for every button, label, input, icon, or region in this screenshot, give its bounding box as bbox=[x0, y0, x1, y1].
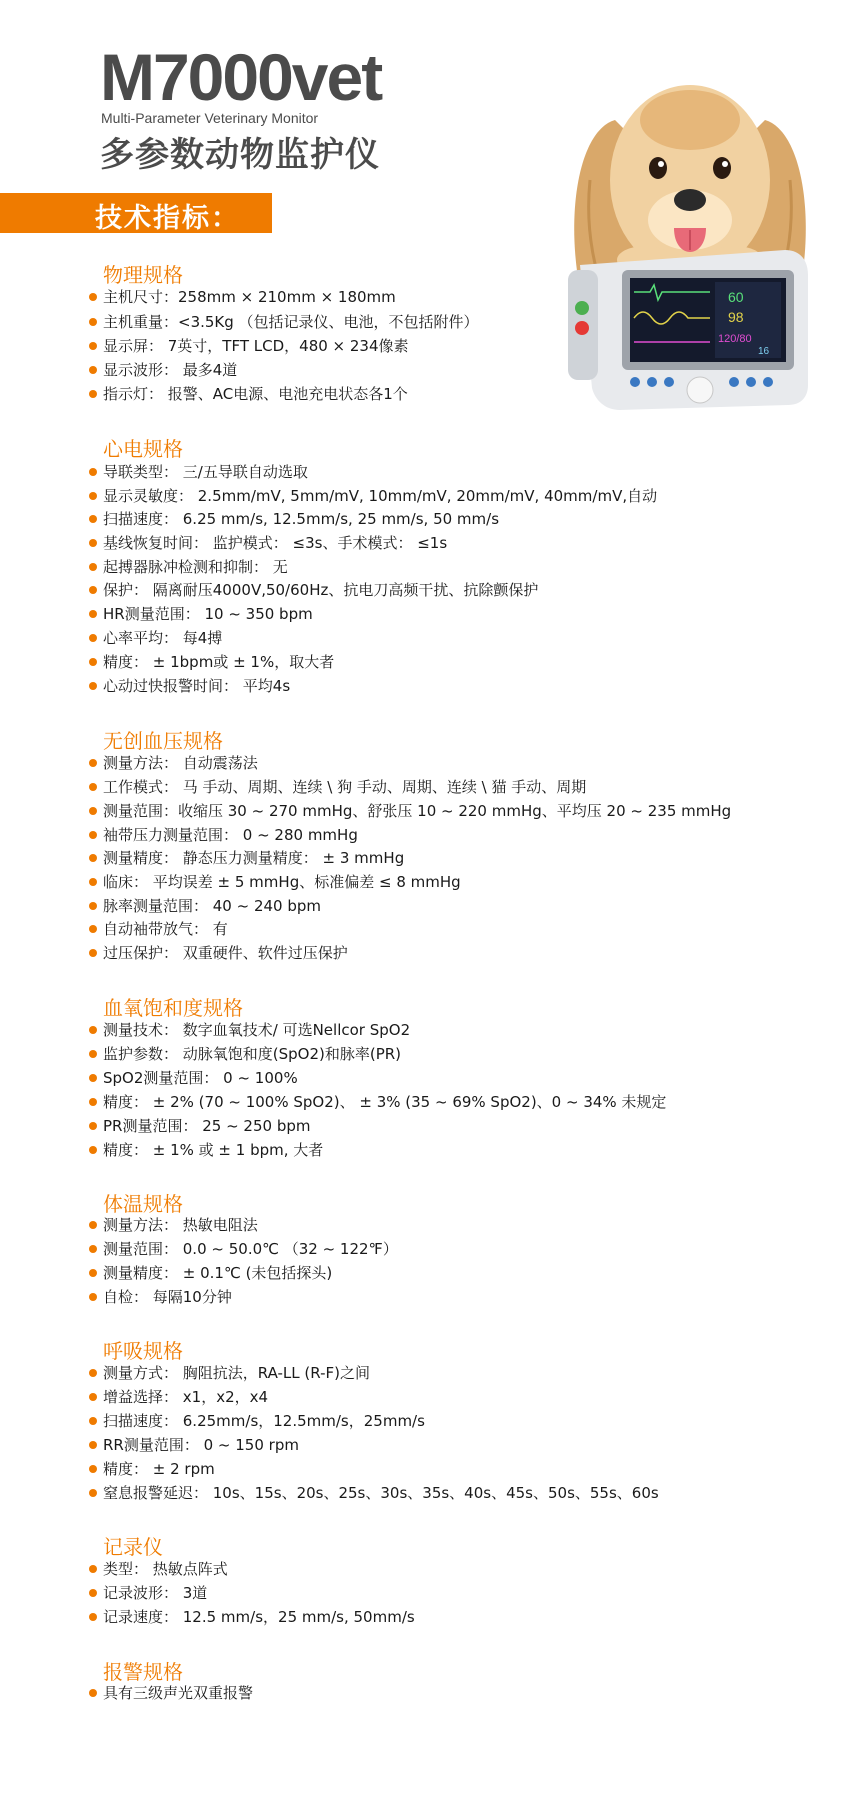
spec-item-text: 显示波形： 最多4道 bbox=[103, 361, 238, 379]
section-title: 无创血压规格 bbox=[103, 729, 223, 753]
spec-item-text: 类型： 热敏点阵式 bbox=[103, 1560, 228, 1578]
spec-item bbox=[89, 360, 238, 380]
spec-item bbox=[89, 1483, 659, 1503]
spec-item bbox=[89, 604, 313, 624]
spec-item-text: 测量范围：收缩压 30 ~ 270 mmHg、舒张压 10 ~ 220 mmHg、平均压 20 ~ 235 mmHg bbox=[103, 802, 732, 820]
bullet-dot-icon bbox=[89, 515, 97, 523]
bullet-dot-icon bbox=[89, 854, 97, 862]
spec-item-text: 增益选择： x1，x2，x4 bbox=[103, 1388, 269, 1406]
bullet-dot-icon bbox=[89, 634, 97, 642]
spec-item-text: 测量精度： ± 0.1℃ (未包括探头) bbox=[103, 1264, 333, 1282]
spec-item bbox=[89, 753, 258, 773]
spec-item bbox=[89, 1287, 232, 1307]
spec-item-text: 自动袖带放气： 有 bbox=[103, 920, 228, 938]
bullet-dot-icon bbox=[89, 1393, 97, 1401]
bullet-dot-icon bbox=[89, 1565, 97, 1573]
spec-item bbox=[89, 872, 461, 892]
spec-item-text: 测量技术： 数字血氧技术/ 可选Nellcor SpO2 bbox=[103, 1021, 411, 1039]
monitor-value-4: 16 bbox=[758, 346, 770, 357]
spec-item-text: 临床： 平均误差 ± 5 mmHg、标准偏差 ≤ 8 mmHg bbox=[103, 873, 461, 891]
bullet-dot-icon bbox=[89, 318, 97, 326]
spec-item-text: 精度： ± 2% (70 ~ 100% SpO2)、 ± 3% (35 ~ 69% SpO2)、0 ~ 34% 未规定 bbox=[103, 1093, 667, 1111]
spec-item-text: 显示屏： 7英寸，TFT LCD，480 × 234像素 bbox=[103, 337, 409, 355]
spec-item bbox=[89, 1092, 667, 1112]
spec-item bbox=[89, 801, 732, 821]
bullet-dot-icon bbox=[89, 1441, 97, 1449]
spec-item-text: RR测量范围： 0 ~ 150 rpm bbox=[103, 1436, 299, 1454]
spec-item-text: SpO2测量范围： 0 ~ 100% bbox=[103, 1069, 298, 1087]
section-title: 体温规格 bbox=[103, 1192, 183, 1216]
spec-item-text: 精度： ± 2 rpm bbox=[103, 1460, 215, 1478]
spec-item-text: 起搏器脉冲检测和抑制： 无 bbox=[103, 558, 288, 576]
spec-item-text: 测量精度： 静态压力测量精度： ± 3 mmHg bbox=[103, 849, 405, 867]
spec-item-text: 自检： 每隔10分钟 bbox=[103, 1288, 232, 1306]
spec-item-text: 基线恢复时间： 监护模式： ≤3s、手术模式： ≤1s bbox=[103, 534, 448, 552]
bullet-dot-icon bbox=[89, 783, 97, 791]
subtitle-english: Multi-Parameter Veterinary Monitor bbox=[101, 110, 319, 126]
spec-item-text: 窒息报警延迟： 10s、15s、20s、25s、30s、35s、40s、45s、50s、55s、60s bbox=[103, 1484, 659, 1502]
spec-item-text: 指示灯： 报警、AC电源、电池充电状态各1个 bbox=[103, 385, 408, 403]
bullet-dot-icon bbox=[89, 1417, 97, 1425]
spec-item bbox=[89, 462, 308, 482]
bullet-dot-icon bbox=[89, 342, 97, 350]
spec-item-text: 测量方法： 自动震荡法 bbox=[103, 754, 258, 772]
bullet-dot-icon bbox=[89, 1293, 97, 1301]
bullet-dot-icon bbox=[89, 1050, 97, 1058]
spec-item bbox=[89, 580, 539, 600]
spec-item-text: 心率平均： 每4搏 bbox=[103, 629, 223, 647]
bullet-dot-icon bbox=[89, 390, 97, 398]
spec-item-text: 工作模式： 马 手动、周期、连续 \ 狗 手动、周期、连续 \ 猫 手动、周期 bbox=[103, 778, 587, 796]
spec-item-text: 测量方式： 胸阻抗法，RA-LL (R-F)之间 bbox=[103, 1364, 370, 1382]
spec-item bbox=[89, 1239, 398, 1259]
spec-item bbox=[89, 287, 396, 307]
spec-item-text: 测量范围： 0.0 ~ 50.0℃ （32 ~ 122℉） bbox=[103, 1240, 398, 1258]
bullet-dot-icon bbox=[89, 468, 97, 476]
spec-item bbox=[89, 1020, 411, 1040]
section-title: 心电规格 bbox=[103, 437, 183, 461]
bullet-dot-icon bbox=[89, 1146, 97, 1154]
bullet-dot-icon bbox=[89, 1465, 97, 1473]
spec-item-text: 精度： ± 1% 或 ± 1 bpm, 大者 bbox=[103, 1141, 324, 1159]
spec-item-text: 主机尺寸：258mm × 210mm × 180mm bbox=[103, 288, 396, 306]
spec-banner-label: 技术指标： bbox=[95, 203, 240, 234]
monitor-device bbox=[568, 250, 808, 410]
spec-item-text: 保护： 隔离耐压4000V,50/60Hz、抗电刀高频干扰、抗除颤保护 bbox=[103, 581, 539, 599]
spec-item-text: 测量方法： 热敏电阻法 bbox=[103, 1216, 258, 1234]
spec-item bbox=[89, 919, 228, 939]
bullet-dot-icon bbox=[89, 759, 97, 767]
spec-item bbox=[89, 1683, 254, 1703]
spec-item bbox=[89, 1044, 402, 1064]
subtitle-chinese: 多参数动物监护仪 bbox=[100, 135, 380, 175]
spec-banner bbox=[0, 193, 272, 233]
bullet-dot-icon bbox=[89, 925, 97, 933]
spec-item bbox=[89, 943, 348, 963]
spec-item bbox=[89, 1263, 333, 1283]
bullet-dot-icon bbox=[89, 902, 97, 910]
bullet-dot-icon bbox=[89, 682, 97, 690]
spec-item bbox=[89, 1116, 311, 1136]
model-title: M7000vet bbox=[100, 40, 382, 114]
bullet-dot-icon bbox=[89, 949, 97, 957]
bullet-dot-icon bbox=[89, 878, 97, 886]
section-title: 记录仪 bbox=[103, 1535, 163, 1559]
monitor-value-3: 120/80 bbox=[718, 333, 752, 345]
bullet-dot-icon bbox=[89, 1489, 97, 1497]
spec-item bbox=[89, 509, 500, 529]
spec-item bbox=[89, 486, 658, 506]
spec-item bbox=[89, 1068, 298, 1088]
spec-item bbox=[89, 1459, 215, 1479]
bullet-dot-icon bbox=[89, 539, 97, 547]
bullet-dot-icon bbox=[89, 1369, 97, 1377]
bullet-dot-icon bbox=[89, 807, 97, 815]
bullet-dot-icon bbox=[89, 366, 97, 374]
bullet-dot-icon bbox=[89, 1074, 97, 1082]
spec-item-text: 主机重量：<3.5Kg （包括记录仪、电池，不包括附件） bbox=[103, 313, 479, 331]
bullet-dot-icon bbox=[89, 1269, 97, 1277]
spec-item bbox=[89, 557, 288, 577]
spec-item bbox=[89, 1140, 324, 1160]
bullet-dot-icon bbox=[89, 1245, 97, 1253]
spec-item bbox=[89, 628, 223, 648]
section-title: 报警规格 bbox=[103, 1660, 183, 1684]
spec-item bbox=[89, 1411, 425, 1431]
monitor-value-1: 60 bbox=[728, 289, 744, 305]
bullet-dot-icon bbox=[89, 610, 97, 618]
spec-item-text: 记录速度： 12.5 mm/s，25 mm/s, 50mm/s bbox=[103, 1608, 415, 1626]
dog-monitor-illustration bbox=[560, 60, 820, 460]
spec-item bbox=[89, 848, 405, 868]
spec-item-text: 具有三级声光双重报警 bbox=[103, 1684, 254, 1702]
spec-item-text: 记录波形： 3道 bbox=[103, 1584, 208, 1602]
spec-item bbox=[89, 777, 587, 797]
section-title: 血氧饱和度规格 bbox=[103, 996, 243, 1020]
spec-item-text: 扫描速度： 6.25mm/s，12.5mm/s，25mm/s bbox=[103, 1412, 425, 1430]
spec-item-text: 扫描速度： 6.25 mm/s, 12.5mm/s, 25 mm/s, 50 mm/s bbox=[103, 510, 500, 528]
bullet-dot-icon bbox=[89, 1122, 97, 1130]
bullet-dot-icon bbox=[89, 586, 97, 594]
spec-item bbox=[89, 1387, 269, 1407]
spec-item-text: 脉率测量范围： 40 ~ 240 bpm bbox=[103, 897, 322, 915]
spec-item bbox=[89, 384, 408, 404]
bullet-dot-icon bbox=[89, 1613, 97, 1621]
spec-item bbox=[89, 1583, 208, 1603]
bullet-dot-icon bbox=[89, 293, 97, 301]
spec-item-text: HR测量范围： 10 ~ 350 bpm bbox=[103, 605, 313, 623]
spec-item bbox=[89, 533, 448, 553]
bullet-dot-icon bbox=[89, 1689, 97, 1697]
spec-item-text: 显示灵敏度： 2.5mm/mV, 5mm/mV, 10mm/mV, 20mm/mV, 40mm/mV,自动 bbox=[103, 487, 658, 505]
spec-item bbox=[89, 652, 335, 672]
bullet-dot-icon bbox=[89, 492, 97, 500]
spec-item bbox=[89, 676, 291, 696]
section-title: 呼吸规格 bbox=[103, 1339, 183, 1363]
spec-item bbox=[89, 1363, 370, 1383]
spec-item-text: 过压保护： 双重硬件、软件过压保护 bbox=[103, 944, 348, 962]
spec-item bbox=[89, 896, 322, 916]
spec-item bbox=[89, 1435, 299, 1455]
bullet-dot-icon bbox=[89, 563, 97, 571]
spec-item-text: 监护参数： 动脉氧饱和度(SpO2)和脉率(PR) bbox=[103, 1045, 402, 1063]
bullet-dot-icon bbox=[89, 1098, 97, 1106]
bullet-dot-icon bbox=[89, 1221, 97, 1229]
bullet-dot-icon bbox=[89, 1026, 97, 1034]
spec-item-text: 精度： ± 1bpm或 ± 1%，取大者 bbox=[103, 653, 335, 671]
spec-item-text: PR测量范围： 25 ~ 250 bpm bbox=[103, 1117, 311, 1135]
monitor-value-2: 98 bbox=[728, 309, 744, 325]
spec-item bbox=[89, 336, 409, 356]
bullet-dot-icon bbox=[89, 658, 97, 666]
spec-item-text: 袖带压力测量范围： 0 ~ 280 mmHg bbox=[103, 826, 358, 844]
section-title: 物理规格 bbox=[103, 263, 183, 287]
spec-item-text: 心动过快报警时间： 平均4s bbox=[103, 677, 291, 695]
spec-item bbox=[89, 312, 479, 332]
bullet-dot-icon bbox=[89, 1589, 97, 1597]
spec-item bbox=[89, 825, 358, 845]
spec-item-text: 导联类型： 三/五导联自动选取 bbox=[103, 463, 308, 481]
bullet-dot-icon bbox=[89, 831, 97, 839]
spec-item bbox=[89, 1607, 415, 1627]
spec-item bbox=[89, 1215, 258, 1235]
spec-item bbox=[89, 1559, 228, 1579]
